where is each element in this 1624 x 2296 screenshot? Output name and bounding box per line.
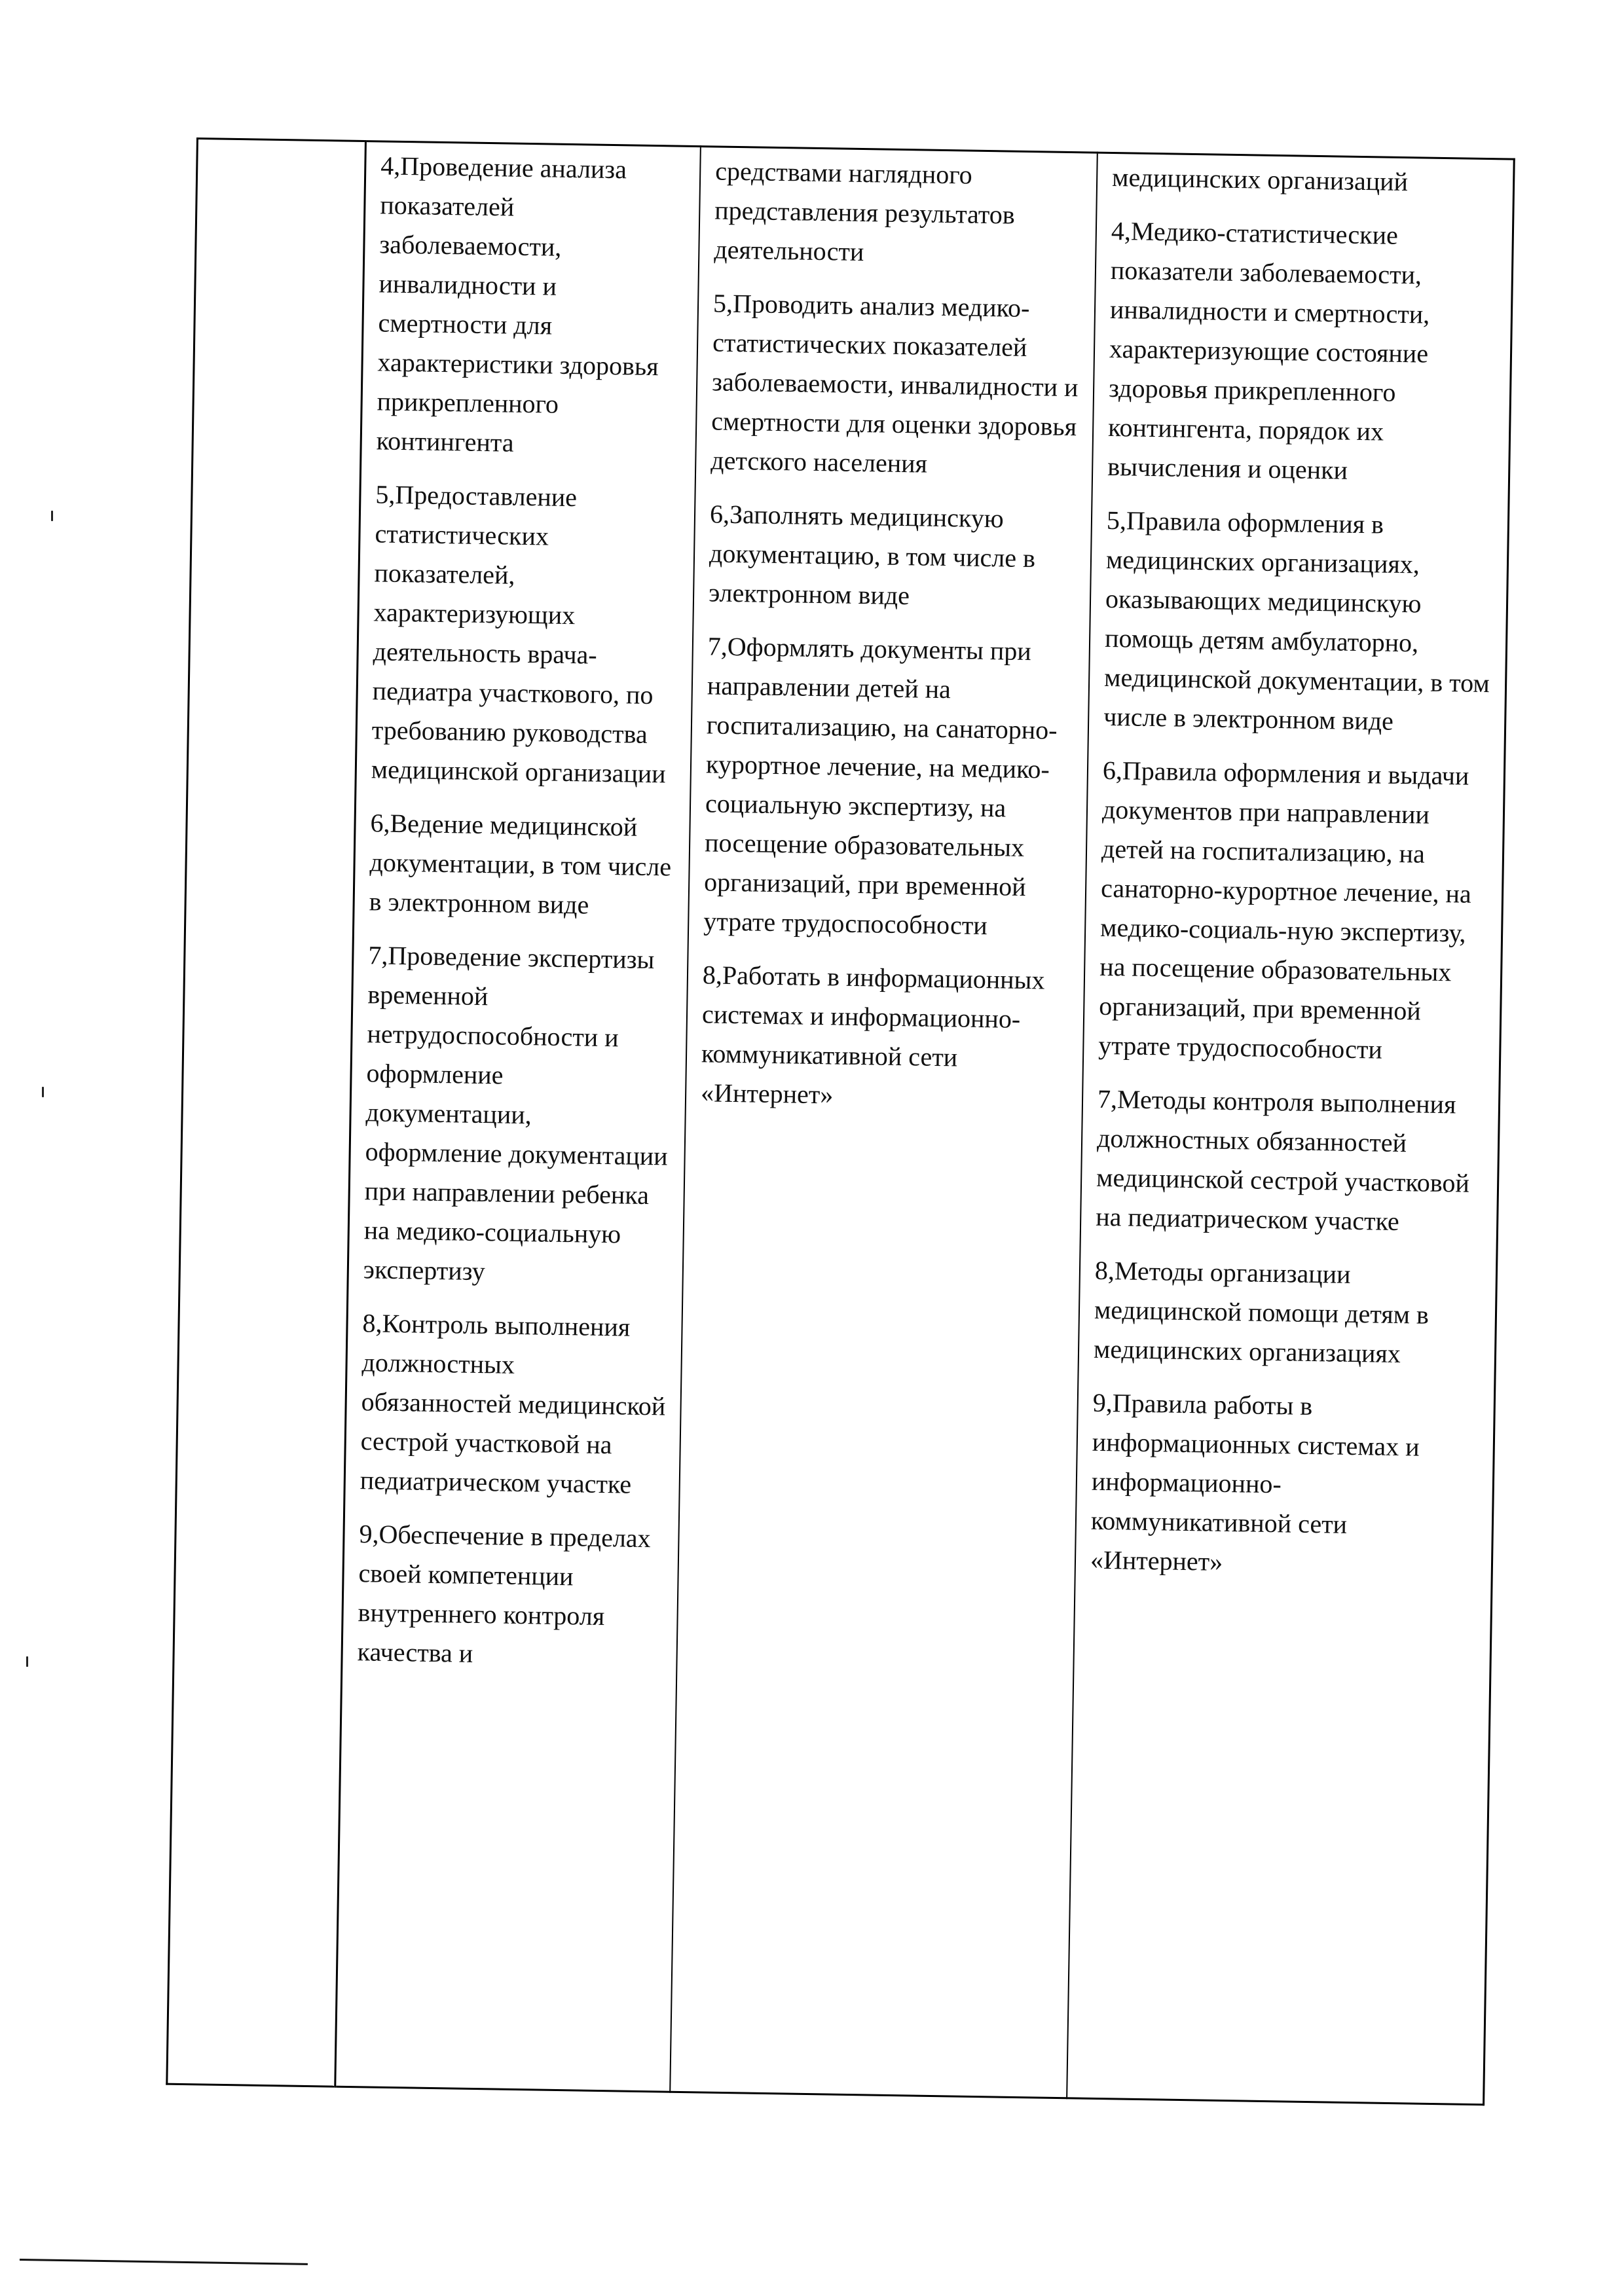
skills-cell: [670, 147, 1098, 2098]
knowledge-item: медицинских организаций: [1111, 162, 1409, 197]
knowledge-item: 8,Методы организации медицинской помощи детям в медицинских организациях: [1093, 1255, 1430, 1369]
skill-item: 5,Проводить анализ медико-статистических показателей заболеваемости, инвалидности и смертности для оценки здоровья детского населения: [710, 288, 1079, 479]
scan-speck: [42, 1087, 44, 1097]
labor-action-item: 4,Проведение анализа показателей заболеваемости, инвалидности и смертности для характеристики здоровья прикрепленного контингента: [376, 151, 659, 458]
footnote-separator-line: [20, 2259, 308, 2265]
knowledge-cell: [1067, 153, 1514, 2105]
labor-action-item: 6,Ведение медицинской документации, в том числе в электронном виде: [369, 808, 672, 920]
empty-function-cell: [167, 139, 366, 2087]
labor-action-item: 5,Предоставление статистических показателей, характеризующих деятельность врача-педиатра участкового, по требованию руководства медицинской организации: [371, 479, 667, 789]
labor-action-item: 8,Контроль выполнения должностных обязанностей медицинской сестрой участковой на педиатрическом участке: [360, 1308, 666, 1499]
scan-speck: [26, 1656, 28, 1667]
labor-action-item: 7,Проведение экспертизы временной нетрудоспособности и оформление документации, оформление документации при направлении ребенка на медико-социальную экспертизу: [363, 940, 669, 1286]
knowledge-item: 6,Правила оформления и выдачи документов при направлении детей на госпитализацию, на санаторно-курортное лечение, на медико-социаль-ную экспертизу, на посещение образовательных организаций, при временной утрате трудоспособности: [1098, 755, 1472, 1065]
skill-item: 7,Оформлять документы при направлении детей на госпитализацию, на санаторно-курортное лечение, на медико-социальную экспертизу, на посещение образовательных организаций, при временной утрате трудоспособности: [703, 631, 1058, 941]
skill-item: 6,Заполнять медицинскую документацию, в том числе в электронном виде: [708, 499, 1036, 611]
skill-item: средствами наглядного представления результатов деятельности: [714, 156, 1016, 267]
knowledge-item: 9,Правила работы в информационных системах и информационно-коммуникативной сети «Интернет»: [1090, 1387, 1420, 1576]
labor-action-item: 9,Обеспечение в пределах своей компетенции внутреннего контроля качества и: [357, 1519, 651, 1668]
knowledge-item: 7,Методы контроля выполнения должностных обязанностей медицинской сестрой участковой на педиатрическом участке: [1095, 1084, 1470, 1237]
skill-item: 8,Работать в информационных системах и информационно-коммуникативной сети «Интернет»: [700, 960, 1045, 1110]
competency-table: [166, 137, 1515, 2105]
table-row: [167, 139, 1514, 2105]
knowledge-item: 4,Медико-статистические показатели заболеваемости, инвалидности и смертности, характеризующие состояние здоровья прикрепленного контингента, порядок их вычисления и оценки: [1107, 215, 1430, 485]
labor-actions-cell: [335, 141, 701, 2092]
knowledge-item: 5,Правила оформления в медицинских организациях, оказывающих медицинскую помощь детям амбулаторно, медицинской документации, в том числе в электронном виде: [1103, 505, 1490, 736]
scan-speck: [51, 511, 53, 521]
